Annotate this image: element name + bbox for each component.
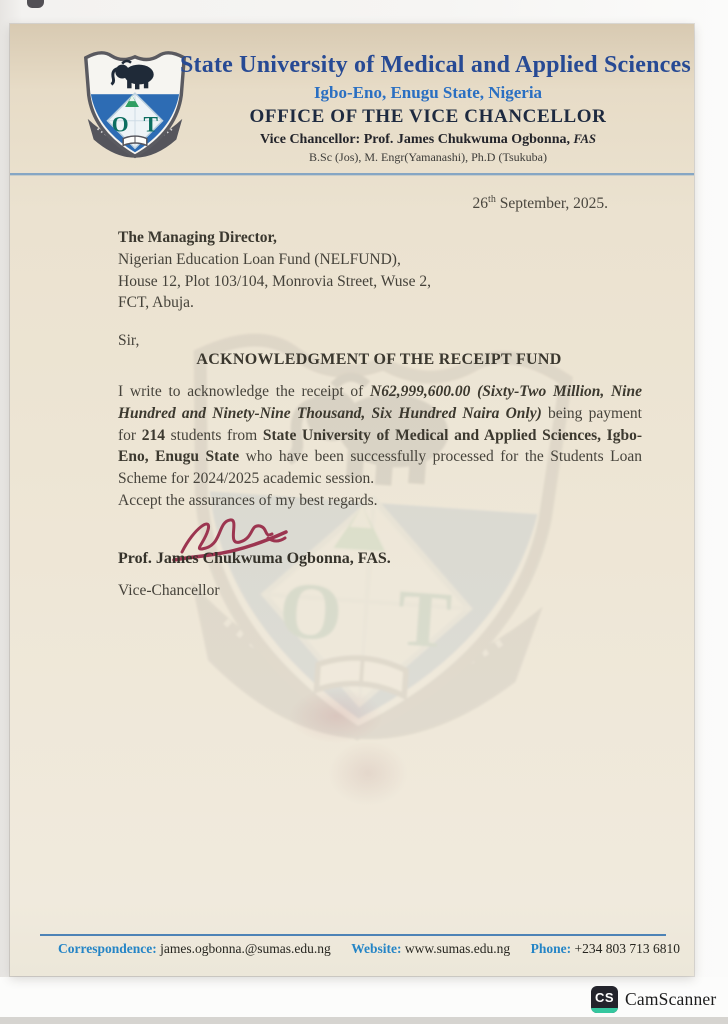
footer-website (351, 941, 510, 957)
phone-label: Phone: (530, 941, 572, 956)
letter-page (10, 24, 694, 976)
recipient-line: FCT, Abuja. (118, 294, 194, 312)
date-rest: September, 2025. (495, 195, 608, 213)
body-text: who have been successfully processed for the Students Loan Scheme for 2024/2025 academic session. (118, 448, 643, 488)
letter-body-paragraph (118, 381, 642, 490)
signatory-name: Prof. James Chukwuma Ogbonna, FAS. (118, 550, 391, 567)
recipient-line: House 12, Plot 103/104, Monrovia Street, Wuse 2, (118, 272, 431, 290)
cs-icon-label: CS (594, 989, 615, 1005)
vc-fas-suffix: FAS (573, 132, 596, 146)
camscanner-brand-text: CamScanner (625, 989, 717, 1009)
body-text: being payment for (118, 404, 642, 444)
office-title: OFFICE OF THE VICE CHANCELLOR (249, 106, 607, 127)
letter-date (473, 194, 608, 213)
scan-stain (288, 688, 384, 744)
salutation: Sir, (118, 332, 140, 349)
vice-chancellor-line (180, 132, 676, 148)
closing-line: Accept the assurances of my best regards. (118, 492, 378, 509)
recipient-line: Nigerian Education Loan Fund (NELFUND), (118, 250, 401, 268)
website-url: www.sumas.edu.ng (404, 941, 511, 956)
phone-number: +234 803 713 6810 (574, 941, 680, 956)
letterhead-divider (10, 173, 694, 175)
camscanner-icon (591, 986, 618, 1013)
recipient-address (118, 227, 431, 314)
website-label: Website: (351, 941, 402, 956)
vc-name: Vice Chancellor: Prof. James Chukwuma Ogbonna, (260, 132, 574, 147)
student-count: 214 (141, 426, 165, 444)
university-name: State University of Medical and Applied Sciences (180, 52, 691, 78)
subject-line: ACKNOWLEDGMENT OF THE RECEIPT FUND (196, 351, 562, 368)
correspondence-label: Correspondence: (58, 941, 157, 956)
date-ordinal: th (488, 194, 496, 205)
university-location: Igbo-Eno, Enugu State, Nigeria (313, 83, 543, 102)
footer-divider (40, 934, 666, 936)
photo-bottom-edge (0, 1017, 728, 1024)
letterhead-text (180, 52, 691, 165)
scan-stain (328, 740, 408, 806)
university-crest-icon (73, 44, 197, 172)
signatory-title: Vice-Chancellor (118, 582, 220, 599)
body-text: students from (164, 426, 263, 444)
vc-qualifications: B.Sc (Jos), M. Engr(Yamanashi), Ph.D (Tsukuba) (309, 150, 547, 164)
recipient-line: The Managing Director, (118, 229, 277, 246)
footer-correspondence (58, 941, 331, 957)
footer-phone (531, 941, 680, 957)
cs-icon-teal-bar (591, 1008, 618, 1013)
amount-text: N62,999,600.00 (Sixty-Two Million, Nine Hundred and Ninety-Nine Thousand, Six Hundred Naira Only) (118, 383, 642, 422)
date-day: 26 (472, 195, 489, 213)
scan-artifact-smudge (27, 0, 44, 8)
correspondence-email: james.ogbonna.@sumas.edu.ng (160, 941, 331, 956)
university-bold-text: State University of Medical and Applied Sciences, Igbo-Eno, Enugu State (118, 426, 642, 466)
camscanner-watermark (591, 986, 716, 1013)
body-text: I write to acknowledge the receipt of (118, 383, 371, 400)
letter-footer (58, 941, 680, 957)
